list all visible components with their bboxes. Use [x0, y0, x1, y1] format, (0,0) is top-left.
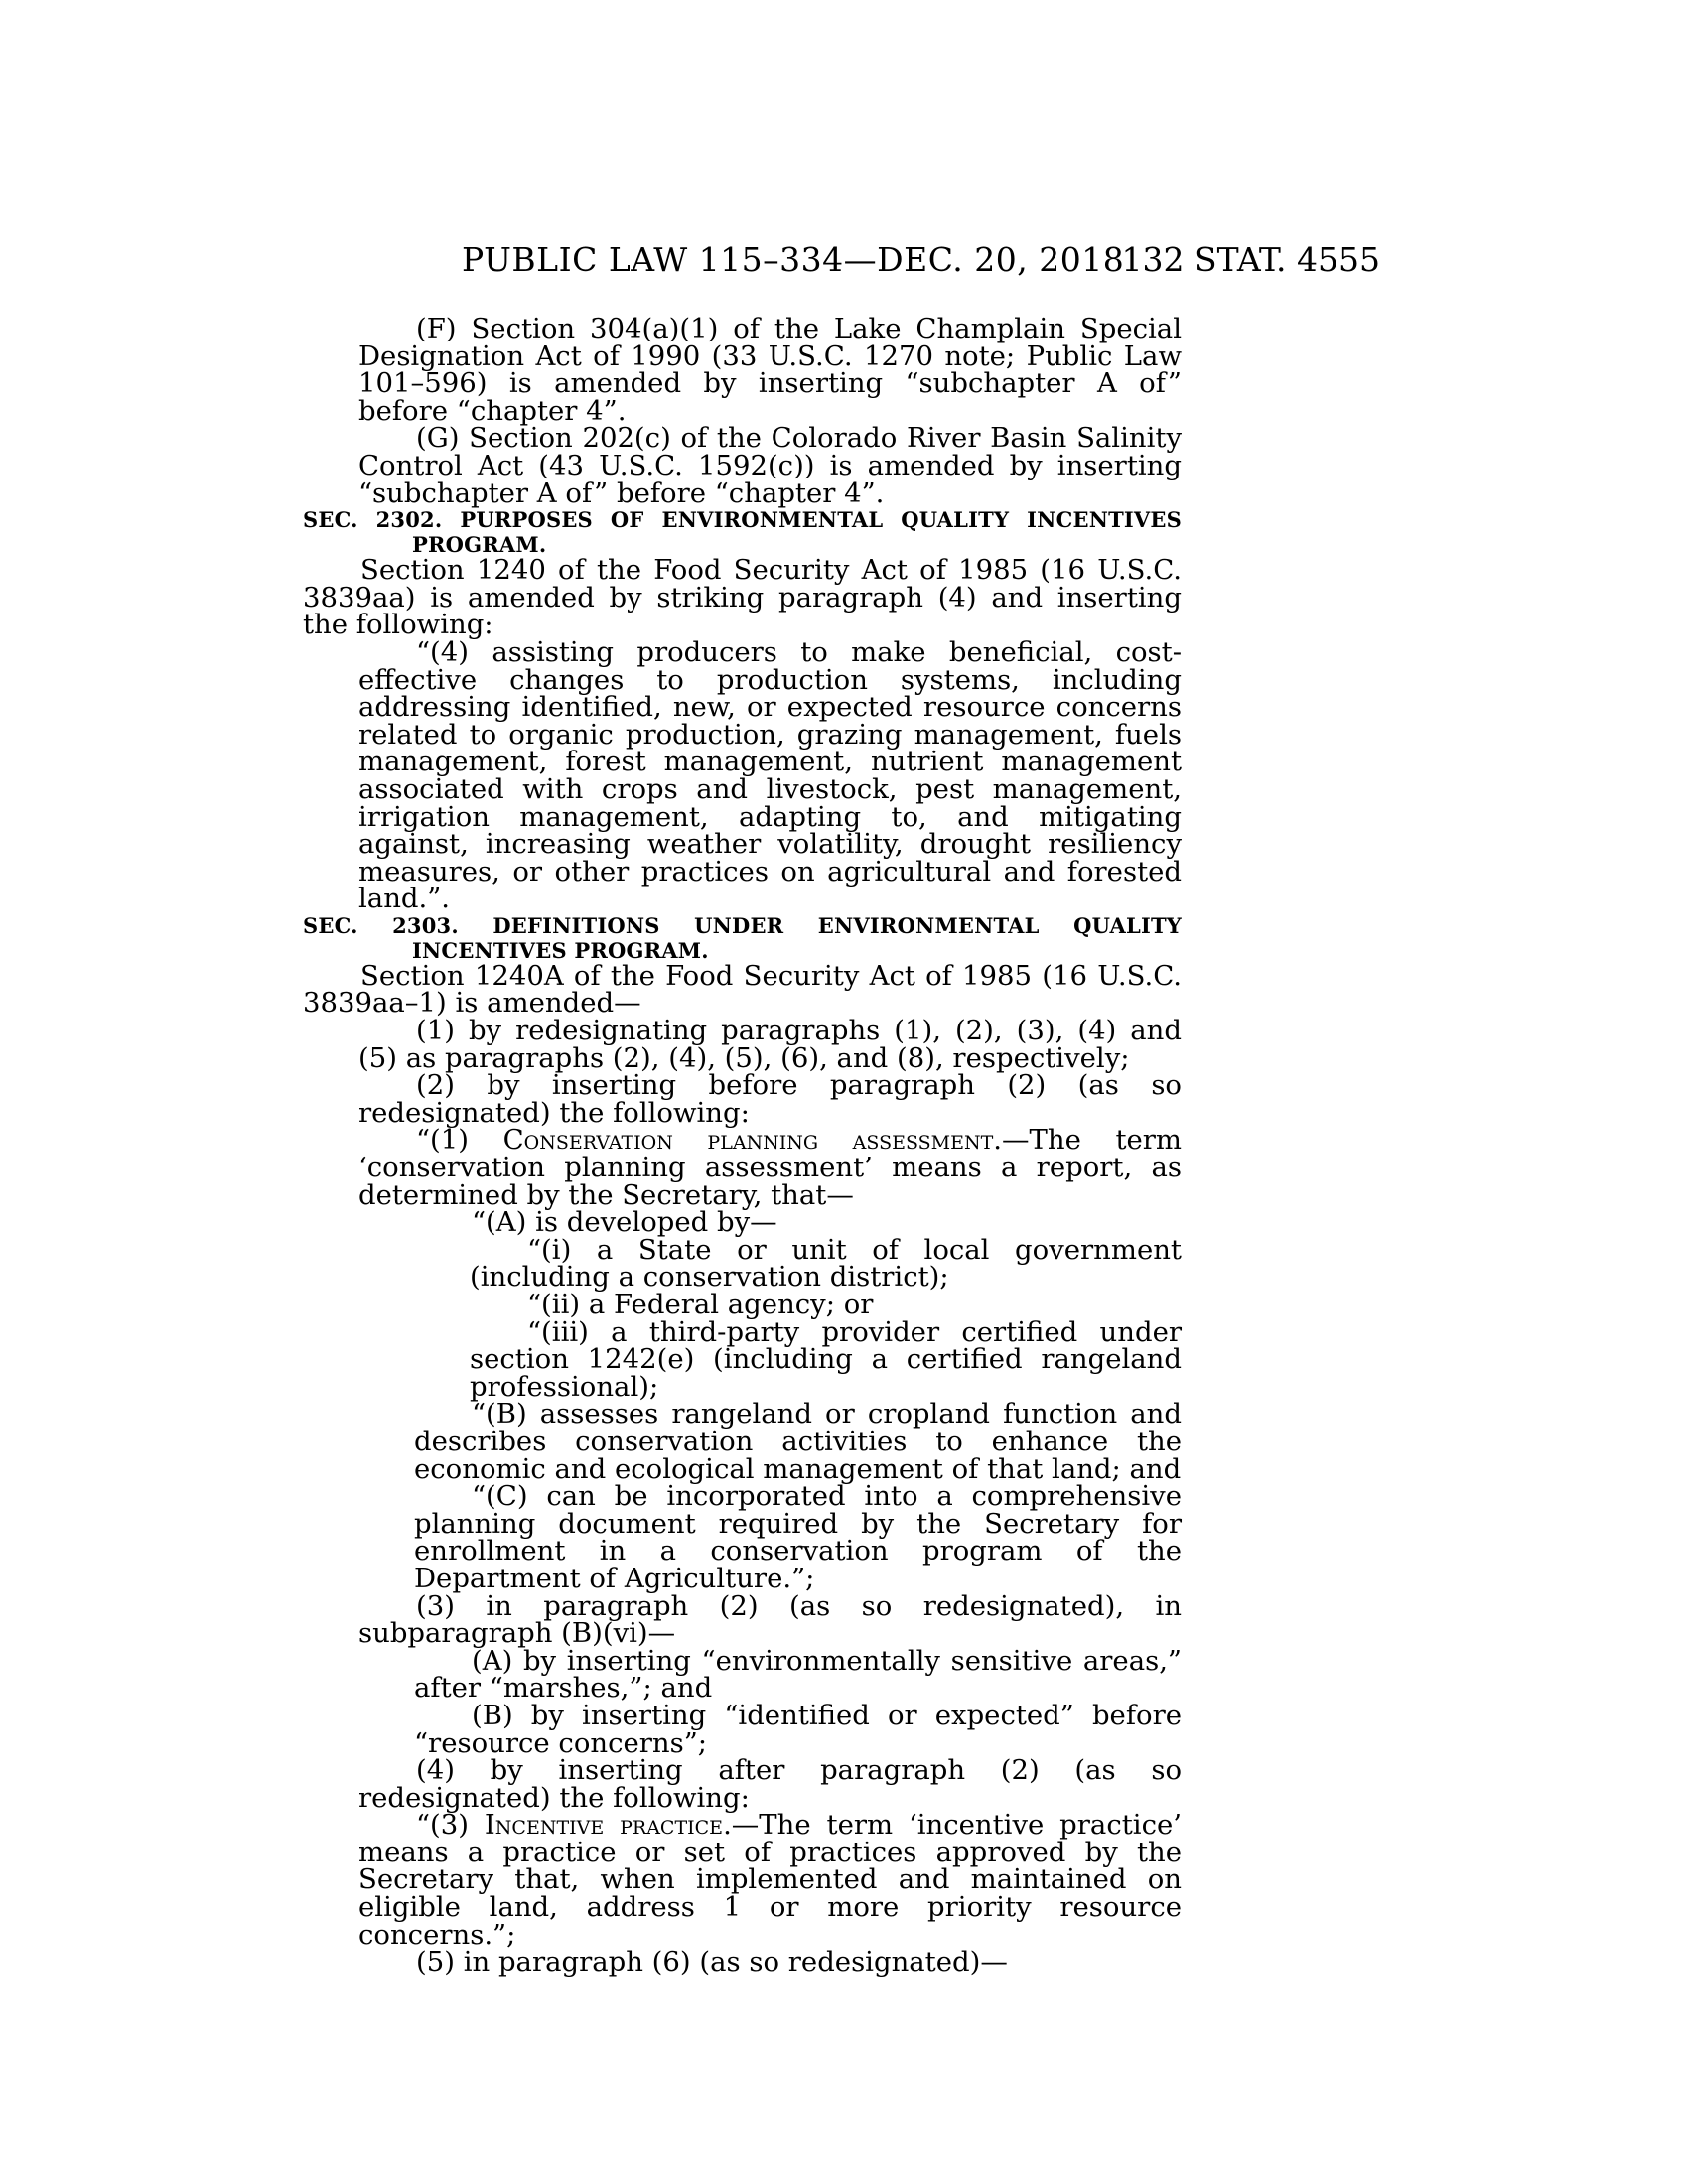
amendment-3: (3) in paragraph (2) (as so redesignated), in subparagraph (B)(vi)—: [358, 1589, 1182, 1650]
amendment-4: (4) by inserting after paragraph (2) (as so redesignated) the following:: [358, 1754, 1182, 1814]
definition-1-text: .—The term ‘conservation planning assessment’ means a report, as determined by the Secretary, that—: [358, 1124, 1182, 1211]
amendment-2: (2) by inserting before paragraph (2) (as so redesignated) the following:: [358, 1069, 1182, 1129]
definition-1-c: “(C) can be incorporated into a comprehensive planning document required by the Secretary for enrollment in a conservation program of the Department of Agriculture.”;: [414, 1480, 1182, 1594]
amendment-1: (1) by redesignating paragraphs (1), (2), (3), (4) and (5) as paragraphs (2), (4), (5), (6), and (8), respectively;: [358, 1015, 1182, 1074]
page-header: [462, 240, 1380, 290]
definition-1-term: Conservation planning assessment: [502, 1124, 994, 1157]
section-2302-intro: Section 1240 of the Food Security Act of 1985 (16 U.S.C. 3839aa) is amended by striking paragraph (4) and inserting the following:: [303, 554, 1182, 641]
definition-1-b: “(B) assesses rangeland or cropland function and describes conservation activities to enhance the economic and ecological management of that land; and: [414, 1398, 1182, 1485]
definition-1-a: “(A) is developed by—: [472, 1206, 777, 1239]
amendment-5: (5) in paragraph (6) (as so redesignated)—: [416, 1946, 1008, 1979]
section-heading-2302: SEC. 2302. PURPOSES OF ENVIRONMENTAL QUALITY INCENTIVES PROGRAM.: [303, 507, 1182, 558]
definition-3-text: .—The term ‘incentive practice’ means a practice or set of practices approved by the Secretary that, when implemented and maintained on eligible land, address 1 or more priority resource concerns.”;: [358, 1809, 1182, 1951]
section-2302-paragraph-4: “(4) assisting producers to make beneficial, cost-effective changes to production systems, including addressing identified, new, or expected resource concerns related to organic production, grazing management, fuels management, forest management, nutrient management associated with crops and livestock, pest management, irrigation management, adapting to, and mitigating against, increasing weather volatility, drought resiliency measures, or other practices on agricultural and forested land.”.: [358, 635, 1182, 915]
section-2303-intro: Section 1240A of the Food Security Act of 1985 (16 U.S.C. 3839aa–1) is amended—: [303, 959, 1182, 1020]
definition-3-term: Incentive practice: [484, 1809, 724, 1842]
definition-3-lead: “(3): [416, 1809, 485, 1842]
stat-page-number: 132 STAT. 4555: [1121, 240, 1380, 279]
amendment-3-a: (A) by inserting “environmentally sensitive areas,” after “marshes,”; and: [414, 1644, 1182, 1705]
running-head: PUBLIC LAW 115–334—DEC. 20, 2018: [462, 240, 1125, 279]
document-body: [303, 313, 1182, 1979]
amendment-3-b: (B) by inserting “identified or expected” before “resource concerns”;: [414, 1699, 1182, 1759]
definition-3: [303, 1809, 1182, 1951]
definition-1-a-i: “(i) a State or unit of local government (including a conservation district);: [470, 1233, 1182, 1294]
paragraph-g: (G) Section 202(c) of the Colorado River Basin Salinity Control Act (43 U.S.C. 1592(c)) is amended by inserting “subchapter A of” before “chapter 4”.: [358, 422, 1182, 509]
definition-1-a-iii: “(iii) a third-party provider certified under section 1242(e) (including a certified rangeland professional);: [470, 1315, 1182, 1403]
definition-1: [303, 1124, 1182, 1211]
definition-1-lead: “(1): [416, 1124, 503, 1157]
definition-1-a-ii: “(ii) a Federal agency; or: [527, 1289, 874, 1320]
section-heading-2303: SEC. 2303. DEFINITIONS UNDER ENVIRONMENTAL QUALITY INCENTIVES PROGRAM.: [303, 912, 1182, 963]
paragraph-f: (F) Section 304(a)(1) of the Lake Champlain Special Designation Act of 1990 (33 U.S.C. 1270 note; Public Law 101–596) is amended by inserting “subchapter A of” before “chapter 4”.: [358, 313, 1182, 427]
